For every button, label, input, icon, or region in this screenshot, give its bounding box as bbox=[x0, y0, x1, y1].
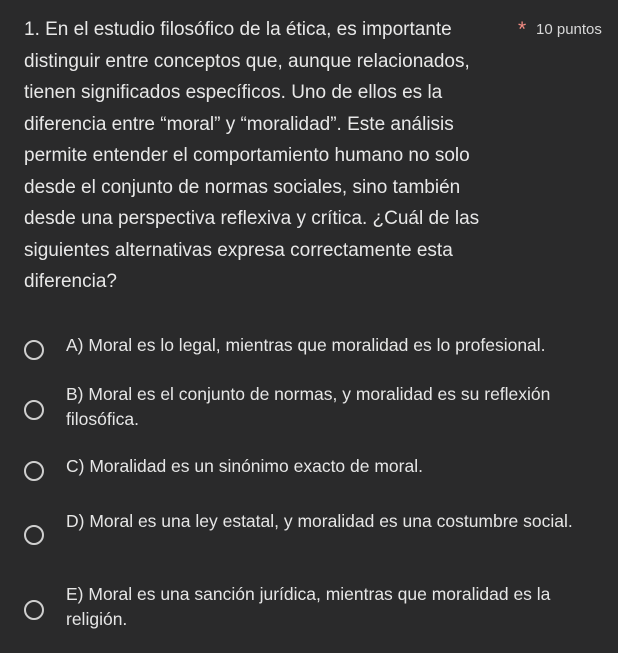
radio-button-icon[interactable] bbox=[24, 400, 44, 420]
option-label[interactable]: D) Moral es una ley estatal, y moralidad es una costumbre social. bbox=[66, 511, 573, 531]
option-label[interactable]: E) Moral es una sanción jurídica, mientras que moralidad es la religión. bbox=[66, 584, 551, 629]
option-label[interactable]: A) Moral es lo legal, mientras que moralidad es lo profesional. bbox=[66, 335, 546, 355]
question-header bbox=[24, 14, 606, 298]
option-label[interactable]: B) Moral es el conjunto de normas, y moralidad es su reflexión filosófica. bbox=[66, 384, 551, 429]
question-points: 10 puntos bbox=[536, 21, 602, 38]
radio-button-icon[interactable] bbox=[24, 600, 44, 620]
radio-button-icon[interactable] bbox=[24, 461, 44, 481]
question-text: 1. En el estudio filosófico de la ética, es importante distinguir entre conceptos que, aunque relacionados, tienen significados específicos. Uno de ellos es la diferencia entre “moral” y “moralidad”. Este análisis permite entender el comportamiento humano no solo desde el conjunto de normas sociales, sino también desde una perspectiva reflexiva y crítica. ¿Cuál de las siguientes alternativas expresa correctamente esta diferencia? bbox=[24, 19, 480, 292]
question-block bbox=[24, 14, 606, 298]
radio-button-icon[interactable] bbox=[24, 340, 44, 360]
required-indicator: * bbox=[518, 18, 527, 41]
radio-button-icon[interactable] bbox=[24, 525, 44, 545]
option-label[interactable]: C) Moralidad es un sinónimo exacto de moral. bbox=[66, 456, 423, 476]
